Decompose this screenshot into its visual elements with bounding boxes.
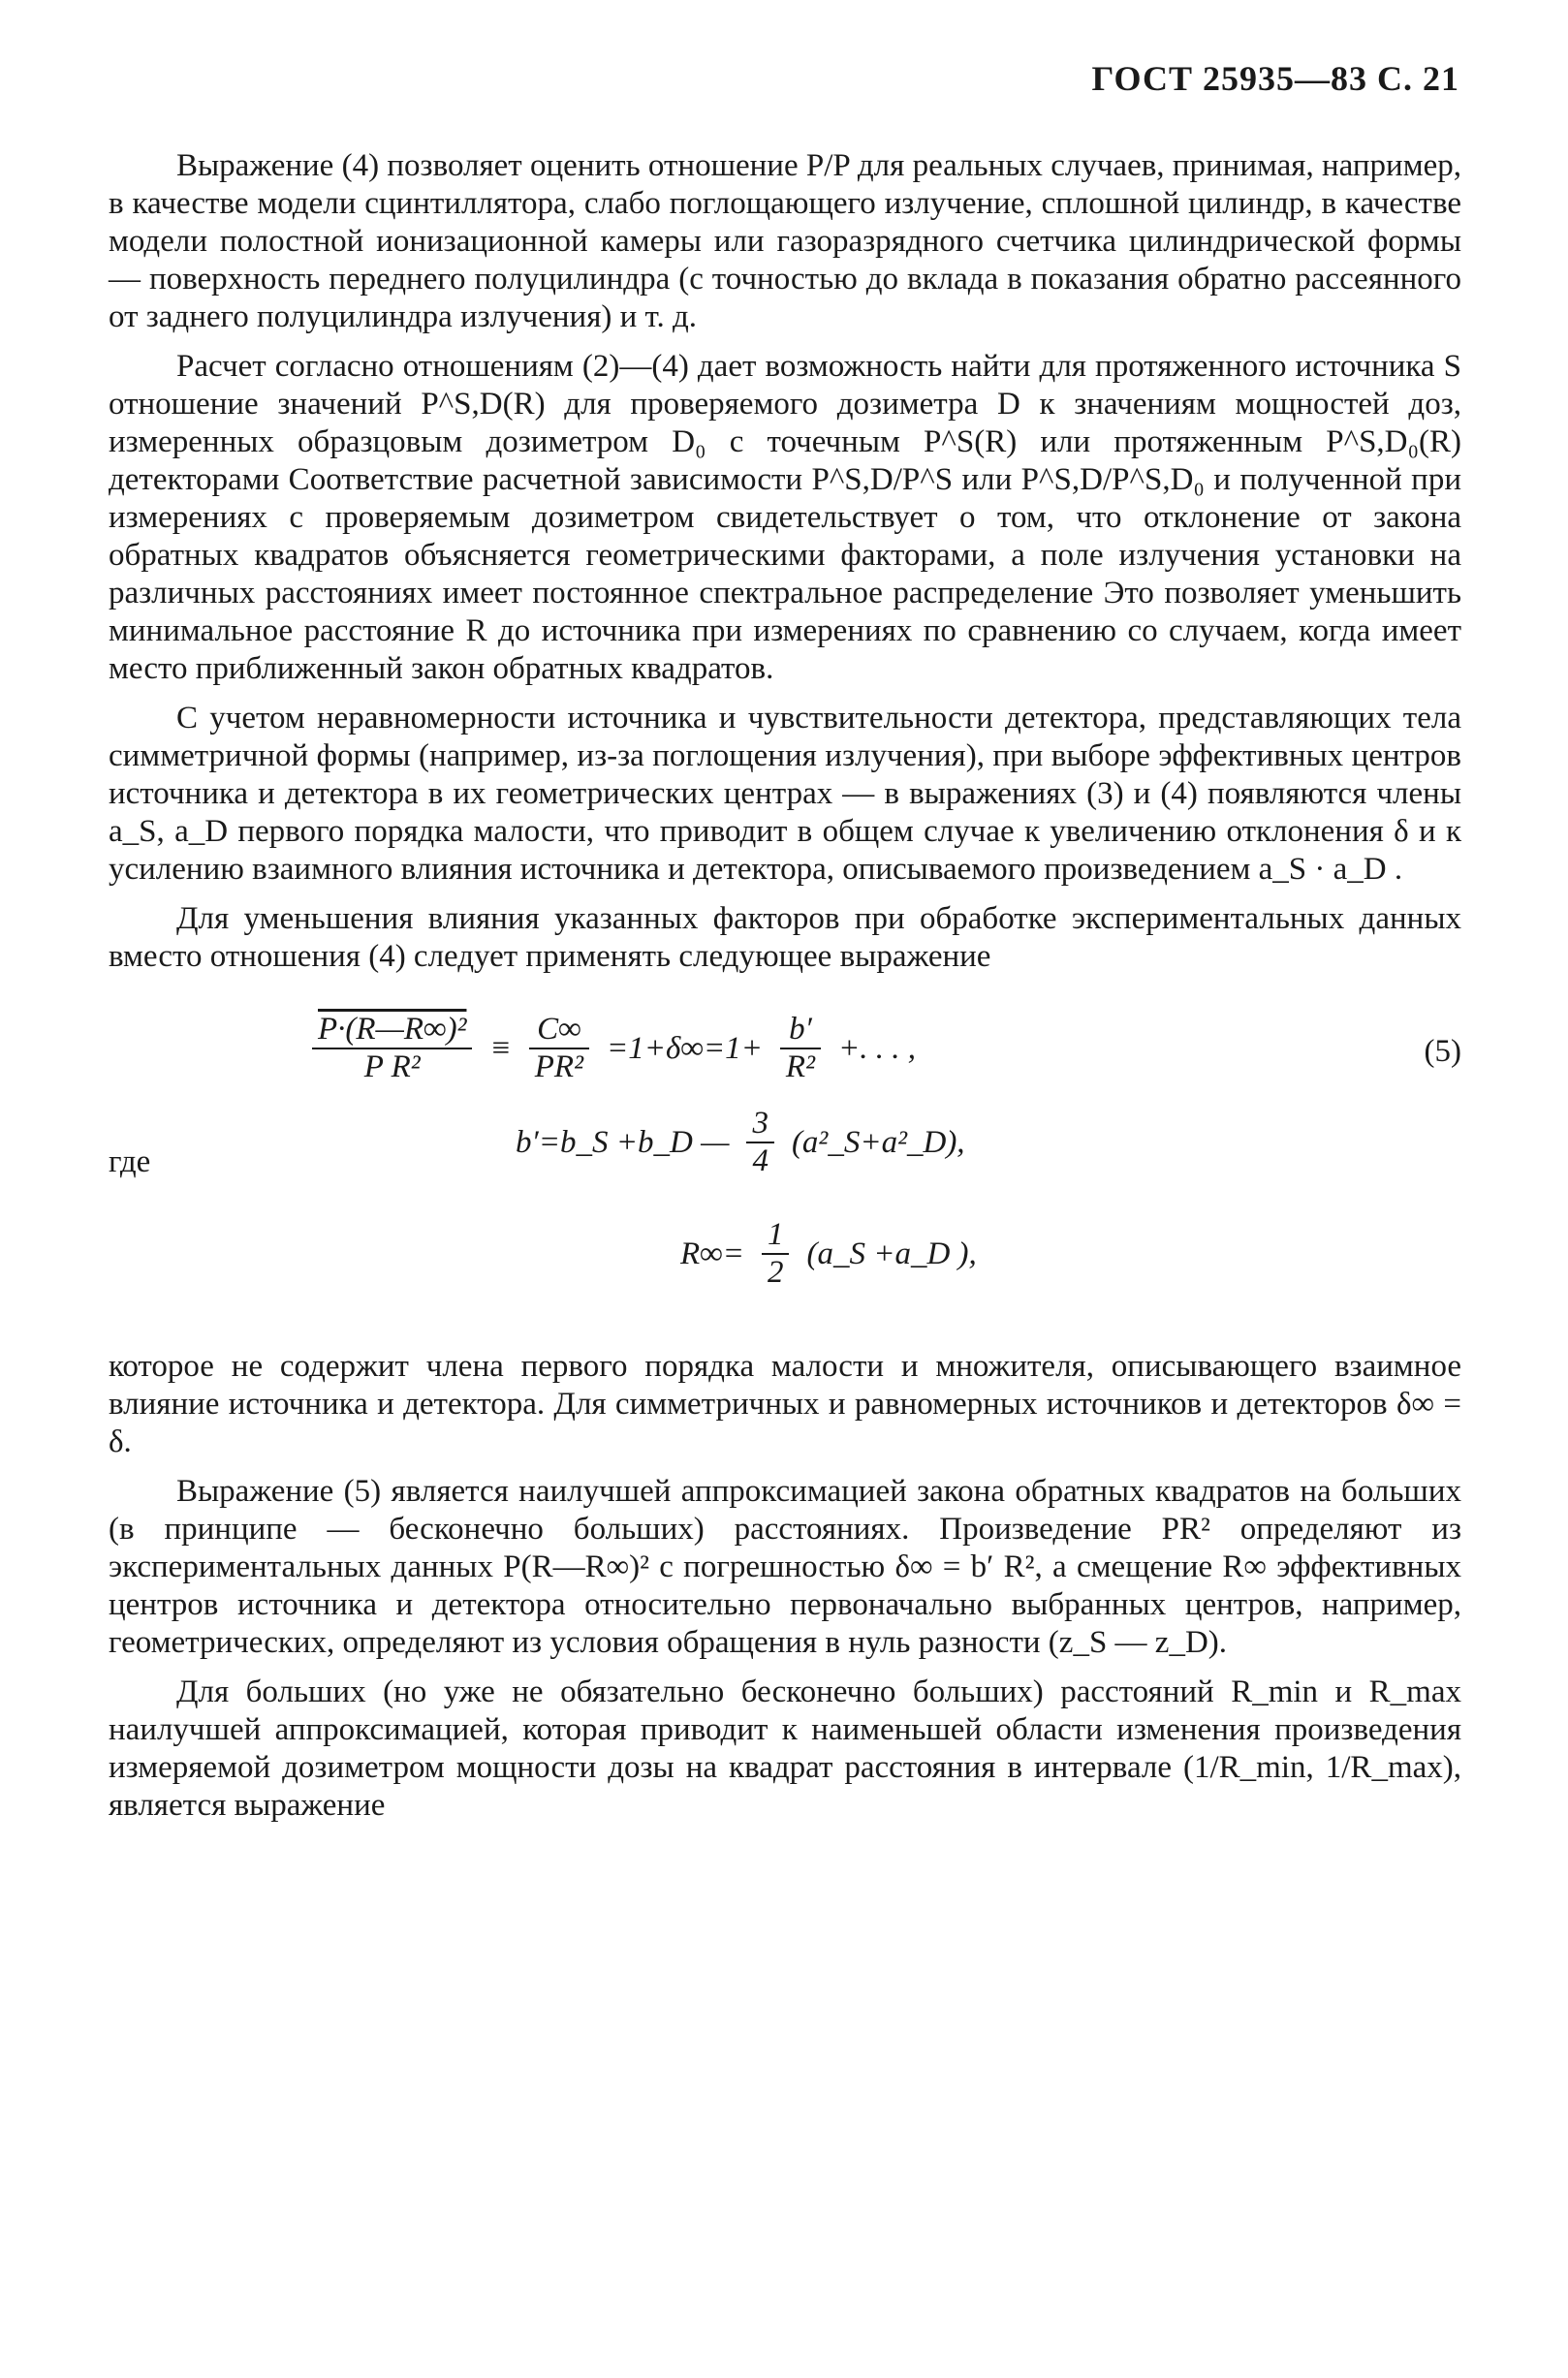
- b-rhs: (a²_S+a²_D),: [791, 1124, 965, 1160]
- fraction-three-quarters-numerator: 3: [746, 1106, 774, 1143]
- fraction-one-half: [762, 1217, 790, 1291]
- equation-middle: =1+δ∞=1+: [606, 1030, 763, 1066]
- paragraph-4: Для уменьшения влияния указанных факторов при обработке экспериментальных данных вместо отношения (4) следует применять следующее выражение: [109, 901, 1461, 974]
- fraction-b: [780, 1012, 821, 1085]
- where-label: где: [109, 1144, 151, 1179]
- equation-b-line: [516, 1106, 965, 1179]
- fraction-three-quarters-denominator: 4: [752, 1143, 768, 1178]
- identity-sign: ≡: [489, 1030, 512, 1066]
- equation-5: [109, 989, 1461, 1338]
- paragraph-2: Расчет согласно отношениям (2)—(4) дает возможность найти для протяженного источника S отношение значений P^S,D(R) для проверяемого дозиметра D к значениям мощностей доз, измеренных образцовым дозиметром D₀ с точечным P^S(R) или протяженным P^S,D₀(R) детекторами Соответствие расчетной зависимости P^S,D/P^S или P^S,D/P^S,D₀ и полученной при измерениях с проверяемым дозиметром свидетельствует о том, что отклонение от закона обратных квадратов объясняется геометрическими факторами, а поле излучения установки на различных расстояниях имеет постоянное спектральное распределение Это позволяет уменьшить минимальное расстояние R до источника при измерениях по сравнению со случаем, когда имеет место приближенный закон обратных квадратов.: [109, 349, 1461, 686]
- fraction-c-denominator: PR²: [534, 1049, 583, 1084]
- fraction-c-numerator: C∞: [529, 1012, 589, 1049]
- page-header: ГОСТ 25935—83 С. 21: [1091, 59, 1459, 98]
- r-lhs: R∞=: [680, 1236, 744, 1271]
- equation-main-line: [312, 995, 1368, 1102]
- fraction-three-quarters: [746, 1106, 774, 1179]
- fraction-lhs: [312, 1012, 472, 1085]
- r-rhs: (a_S +a_D ),: [806, 1236, 977, 1271]
- paragraph-3: С учетом неравномерности источника и чувствительности детектора, представляющих тела симметричной формы (например, из-за поглощения излучения), при выборе эффективных центров источника и детектора в их геометрических центрах — в выражениях (3) и (4) появляются члены a_S, a_D первого порядка малости, что приводит в общем случае к увеличению отклонения δ и к усилению взаимного влияния источника и детектора, описываемого произведением a_S · a_D .: [109, 701, 1461, 887]
- equation-number: (5): [1424, 1034, 1461, 1069]
- fraction-b-numerator: b′: [780, 1012, 821, 1049]
- fraction-lhs-denominator: P R²: [363, 1049, 421, 1084]
- fraction-c: [529, 1012, 589, 1085]
- fraction-b-denominator: R²: [785, 1049, 815, 1084]
- paragraph-6: Выражение (5) является наилучшей аппроксимацией закона обратных квадратов на больших (в принципе — бесконечно больших) расстояниях. Произведение PR² определяют из экспериментальных данных P(R—R∞)² с погрешностью δ∞ = b′ R², а смещение R∞ эффективных центров источника и детектора относительно первоначально выбранных центров, например, геометрических, определяют из условия обращения в нуль разности (z_S — z_D).: [109, 1474, 1461, 1660]
- paragraph-5: которое не содержит члена первого порядка малости и множителя, описывающего взаимное влияние источника и детектора. Для симметричных и равномерных источников и детекторов δ∞ = δ.: [109, 1349, 1461, 1459]
- fraction-one-half-numerator: 1: [762, 1217, 790, 1255]
- equation-r-line: [680, 1217, 977, 1291]
- equation-tail: +. . . ,: [837, 1030, 917, 1066]
- fraction-one-half-denominator: 2: [767, 1255, 784, 1290]
- fraction-lhs-numerator: P·(R—R∞)²: [312, 1012, 472, 1049]
- paragraph-7: Для больших (но уже не обязательно бесконечно больших) расстояний R_min и R_max наилучшей аппроксимацией, которая приводит к наименьшей области изменения произведения измеряемой дозиметром мощности дозы на квадрат расстояния в интервале (1/R_min, 1/R_max), является выражение: [109, 1674, 1461, 1823]
- b-lhs: b′=b_S +b_D —: [516, 1124, 730, 1160]
- paragraph-1: Выражение (4) позволяет оценить отношение P/P для реальных случаев, принимая, например, в качестве модели сцинтиллятора, слабо поглощающего излучение, сплошной цилиндр, в качестве модели полостной ионизационной камеры или газоразрядного счетчика цилиндрической формы — поверхность переднего полуцилиндра (с точностью до вклада в показания обратно рассеянного от заднего полуцилиндра излучения) и т. д.: [109, 148, 1461, 334]
